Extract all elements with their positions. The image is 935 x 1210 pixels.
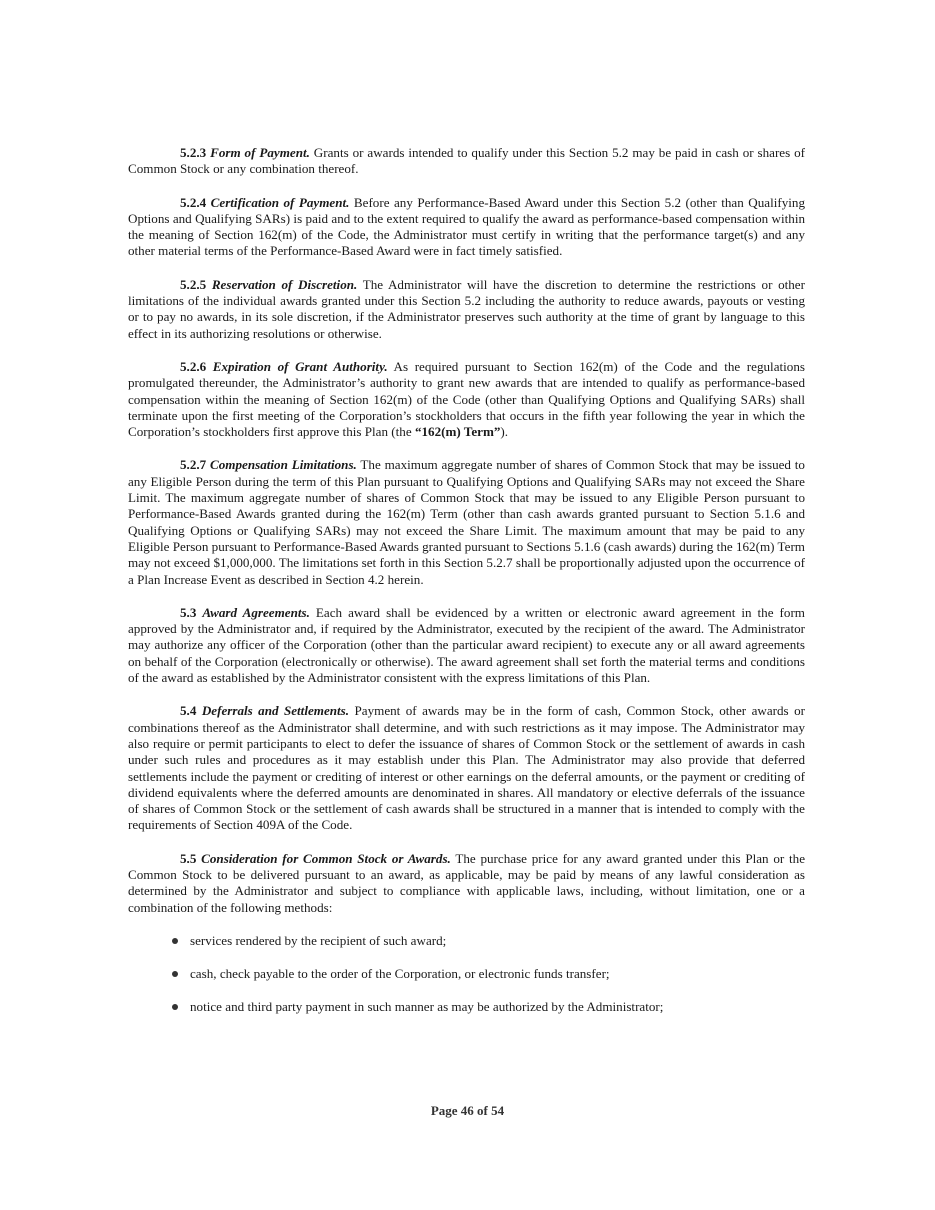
bullet-icon [172,971,178,977]
section-5-2-3 [128,145,805,178]
section-5-3 [128,605,805,686]
list-item-text: cash, check payable to the order of the Corporation, or electronic funds transfer; [190,966,610,982]
section-heading: Certification of Payment. [210,194,350,210]
section-5-2-6 [128,359,805,440]
section-text: As required pursuant to Section 162(m) of the Code and the regulations promulgated thereunder, the Administrator’s authority to grant new awards that are intended to qualify as performance-based compensation within the meaning of Section 162(m) of the Code (other than Qualifying Options and Qualifying SARs) shall terminate upon the first meeting of the Corporation’s stockholders that occurs in the fifth year following the year in which the Corporation’s stockholders first approve this Plan (the [128,358,805,440]
section-heading: Form of Payment. [210,145,310,160]
section-text: Grants or awards intended to qualify under this Section 5.2 may be paid in cash or shares of Common Stock or any combination thereof. [128,145,806,177]
section-5-4 [128,703,805,833]
section-5-5 [128,851,805,916]
list-item [128,999,805,1015]
section-number: 5.2.6 [180,358,207,374]
section-text: Each award shall be evidenced by a written or electronic award agreement in the form approved by the Administrator and, if required by the Administrator, executed by the recipient of the award. The Administrator may authorize any officer of the Corporation (other than the particular award recipient) to execute any or all award agreements on behalf of the Corporation (electronically or otherwise). The award agreement shall set forth the material terms and conditions of the award as established by the Administrator consistent with the express limitations of this Plan. [128,604,805,686]
section-number: 5.3 [180,604,197,620]
section-text: Payment of awards may be in the form of cash, Common Stock, other awards or combinations thereof as the Administrator shall determine, and with such restrictions as it may impose. The Administrator may also require or permit participants to elect to defer the issuance of shares of Common Stock or the settlement of awards in cash under such rules and procedures as it may establish under this Plan. The Administrator may also provide that deferred settlements include the payment or crediting of interest or other earnings on the deferral amounts, or the payment or crediting of dividend equivalents where the deferred amounts are denominated in shares. All mandatory or elective deferrals of the issuance of shares of Common Stock or the settlement of cash awards shall be structured in a manner that is intended to comply with the requirements of Section 409A of the Code. [128,703,805,833]
defined-term: “162(m) Term” [414,424,501,440]
page-number-footer: Page 46 of 54 [430,1103,505,1118]
section-text-end: ). [500,424,509,440]
section-text: The maximum aggregate number of shares of Common Stock that may be issued to any Eligible Person during the term of this Plan pursuant to Qualifying Options and Qualifying SARs may not exceed the Share Limit. The maximum aggregate number of shares of Common Stock that may be issued to any Eligible Person pursuant to Performance-Based Awards granted during the 162(m) Term (other than cash awards granted pursuant to Section 5.1.6 and Qualifying Options or Qualifying SARs) may not exceed the Share Limit. The maximum amount that may be paid to any Eligible Person pursuant to Performance-Based Awards granted pursuant to Sections 5.1.6 (cash awards) during the 162(m) Term may not exceed $1,000,000. The limitations set forth in this Section 5.2.7 shall be proportionally adjusted upon the occurrence of a Plan Increase Event as described in Section 4.2 herein. [128,457,805,587]
list-item-text: services rendered by the recipient of such award; [190,932,447,948]
section-number: 5.5 [180,850,197,866]
section-heading: Award Agreements. [202,604,310,620]
list-item [128,966,805,982]
section-number: 5.2.7 [180,457,207,473]
section-5-2-5 [128,277,805,342]
section-text: The Administrator will have the discretion to determine the restrictions or other limitations of the individual awards granted under this Section 5.2 including the authority to reduce awards, payouts or vesting or to pay no awards, in its sole discretion, if the Administrator preserves such authority at the time of grant by language to this effect in its authorizing resolutions or otherwise. [128,276,805,341]
bullet-icon [172,938,178,944]
section-5-2-4 [128,195,805,260]
section-heading: Consideration for Common Stock or Awards. [201,850,451,866]
section-text: The purchase price for any award granted under this Plan or the Common Stock to be delivered pursuant to an award, as applicable, may be paid by means of any lawful consideration as determined by the Administrator and subject to compliance with applicable laws, including, without limitation, one or a combination of the following methods: [128,850,806,915]
list-item-text: notice and third party payment in such manner as may be authorized by the Administrator; [190,999,664,1015]
bullet-icon [172,1004,178,1010]
section-heading: Reservation of Discretion. [211,276,358,292]
list-item [128,933,805,949]
section-text: Before any Performance-Based Award under this Section 5.2 (other than Qualifying Options and Qualifying SARs) is paid and to the extent required to qualify the award as performance-based compensation within the meaning of Section 162(m) of the Code, the Administrator must certify in writing that the performance target(s) and any other material terms of the Performance-Based Award were in fact timely satisfied. [128,194,805,259]
section-heading: Compensation Limitations. [210,457,357,473]
section-heading: Expiration of Grant Authority. [212,358,388,374]
section-number: 5.2.5 [180,276,207,292]
section-5-2-7 [128,457,805,587]
document-body [128,145,805,1033]
section-number: 5.2.3 [180,145,207,160]
section-number: 5.4 [180,703,197,719]
consideration-methods-list [128,933,805,1016]
section-number: 5.2.4 [180,194,207,210]
section-heading: Deferrals and Settlements. [201,703,350,719]
